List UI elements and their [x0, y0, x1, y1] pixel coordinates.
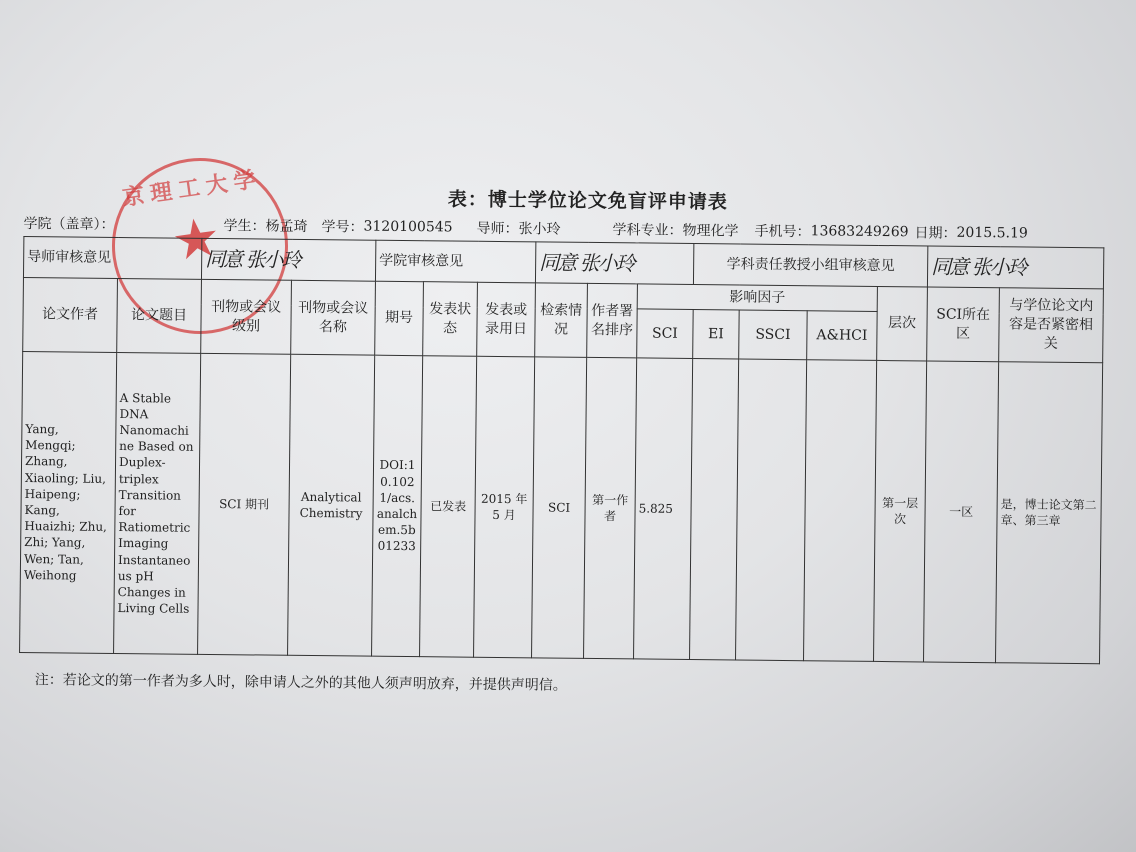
phone-label: 手机号： — [754, 223, 811, 241]
cell-author-rank: 第一作者 — [584, 357, 637, 659]
student-id-label: 学号： — [321, 219, 364, 236]
header-ssci: SSCI — [739, 310, 808, 360]
cell-level: 第一层次 — [874, 360, 927, 662]
header-ahci: A&HCI — [807, 311, 878, 361]
student-name: 杨孟琦 — [265, 218, 308, 235]
header-issue: 期号 — [375, 281, 424, 355]
major: 物理化学 — [682, 222, 739, 240]
cell-issue: DOI:10.1021/acs.analchem.5b01233 — [372, 355, 423, 656]
application-form — [19, 180, 1112, 700]
advisor-name: 张小玲 — [518, 221, 561, 238]
cell-sci: 5.825 — [634, 358, 693, 660]
application-table — [19, 236, 1104, 664]
header-sci: SCI — [637, 309, 694, 359]
phone: 13683249269 — [810, 223, 909, 241]
header-journal-name: 刊物或会议名称 — [291, 280, 376, 355]
header-pub-status: 发表状态 — [423, 282, 478, 357]
cell-ei — [690, 359, 739, 660]
committee-signature: 同意 张小玲 — [927, 246, 1103, 289]
header-author-rank: 作者署名排序 — [587, 283, 638, 358]
student-id: 3120100545 — [363, 218, 453, 236]
school-review-label: 学院审核意见 — [375, 240, 535, 283]
cell-ssci — [736, 359, 807, 661]
header-pub-date: 发表或录用日 — [477, 282, 536, 357]
cell-title: A Stable DNA Nanomachine Based on Duplex-triplex Transition for Ratiometric Imaging Instantaneous pH Changes in Living Cells — [114, 352, 201, 654]
cell-author: Yang, Mengqi; Zhang, Xiaoling; Liu, Haipeng; Kang, Huaizhi; Zhu, Zhi; Yang, Wen; Tan, Weihong — [20, 351, 117, 653]
school-label: 学院（盖章）： — [23, 215, 115, 233]
cell-journal-level: SCI 期刊 — [198, 353, 291, 655]
header-title: 论文题目 — [117, 278, 202, 353]
header-sci-zone: SCI所在区 — [927, 287, 1000, 362]
cell-ahci — [804, 360, 877, 662]
table-row — [20, 351, 1103, 663]
date-label: 日期： — [914, 225, 957, 242]
school-signature: 同意 张小玲 — [535, 242, 693, 285]
header-journal-level: 刊物或会议级别 — [201, 279, 292, 354]
header-level: 层次 — [877, 286, 928, 361]
advisor-review-label: 导师审核意见 — [23, 237, 201, 280]
seal-text: 京理工大学 — [120, 165, 264, 212]
student-label: 学生： — [223, 218, 266, 235]
committee-review-label: 学科责任教授小组审核意见 — [693, 244, 927, 287]
seal-star-icon: ★ — [167, 204, 225, 274]
header-relevance: 与学位论文内容是否紧密相关 — [999, 288, 1104, 363]
date: 2015.5.19 — [956, 224, 1028, 242]
cell-pub-date: 2015 年 5 月 — [474, 356, 535, 658]
cell-pub-status: 已发表 — [420, 356, 477, 658]
cell-relevance: 是，博士论文第二章、第三章 — [996, 362, 1103, 664]
cell-sci-zone: 一区 — [924, 361, 999, 663]
header-author: 论文作者 — [23, 277, 118, 352]
header-impact-factor: 影响因子 — [637, 284, 877, 312]
header-ei: EI — [693, 310, 740, 359]
cell-index: SCI — [532, 357, 587, 659]
major-label: 学科专业： — [612, 222, 683, 239]
form-title: 表：博士学位论文免盲评申请表 — [447, 188, 728, 214]
advisor-signature: 同意 张小玲 — [201, 238, 375, 281]
cell-journal-name: Analytical Chemistry — [288, 354, 375, 656]
footnote: 注：若论文的第一作者为多人时，除申请人之外的其他人须声明放弃，并提供声明信。 — [34, 672, 567, 694]
advisor-label: 导师： — [476, 220, 519, 238]
header-index: 检索情况 — [535, 283, 588, 358]
